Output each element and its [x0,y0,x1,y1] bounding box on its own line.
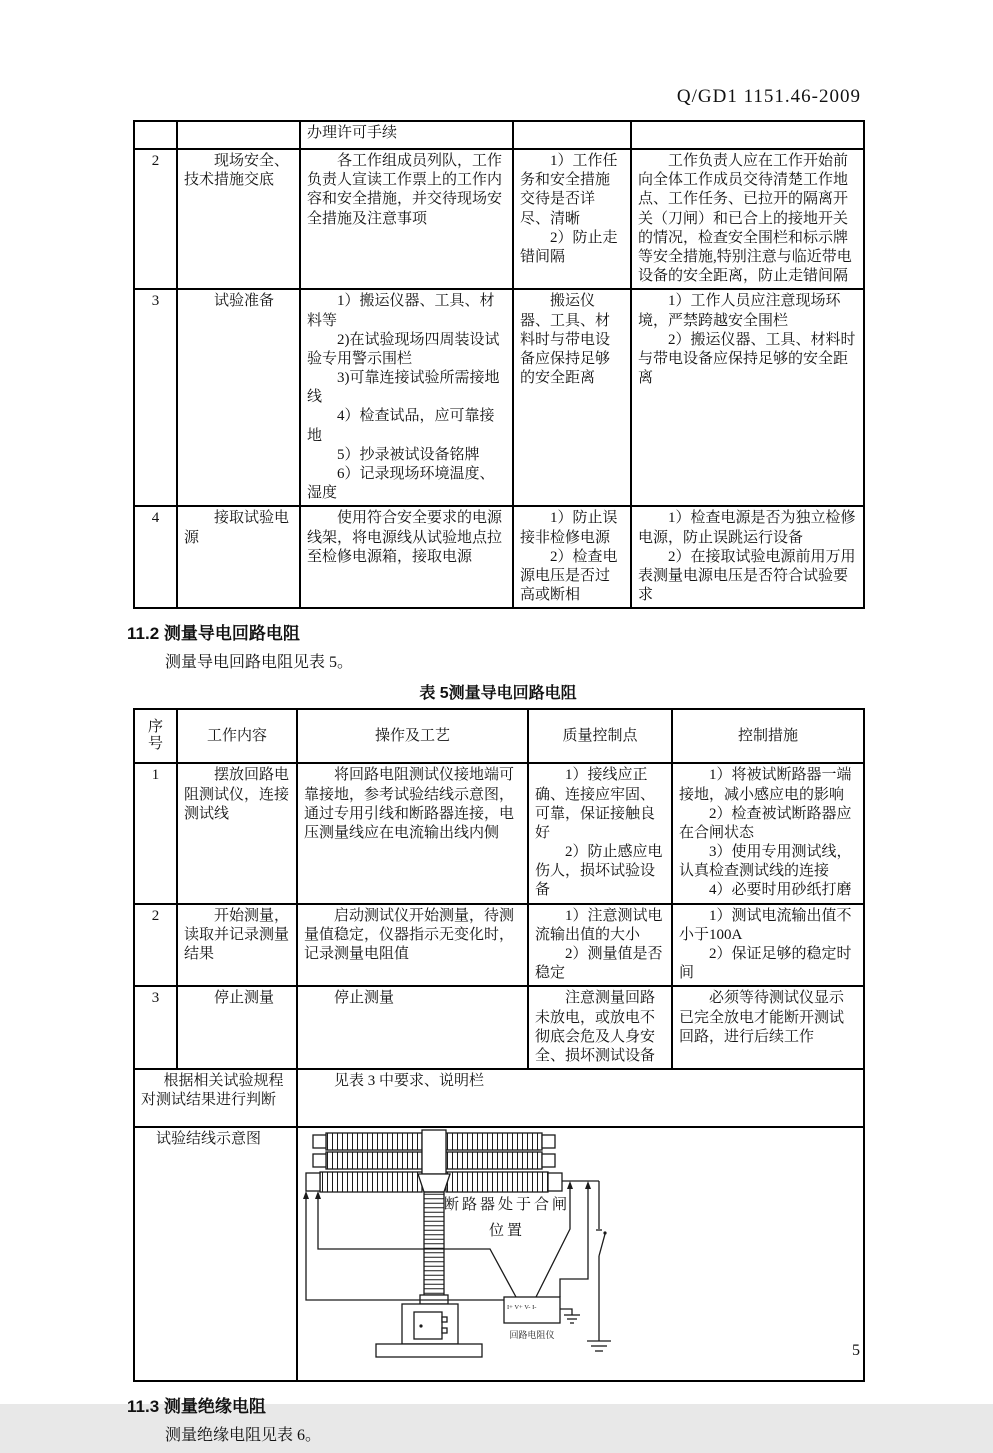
cell-control-measures [672,904,864,987]
judgement-row [134,1069,864,1127]
cell-paragraph: 1）工作任务和安全措施交待是否详尽、清晰 [520,153,618,227]
cell-paragraph: 1）注意测试电流输出值的大小 [535,907,663,943]
standard-code: Q/GD1 1151.46-2009 [676,86,861,107]
cell-quality-points [528,763,672,903]
cell-text: 办理许可手续 [307,125,398,141]
cell-serial: 4 [134,506,177,608]
cell-paragraph: 1）测试电流输出值不小于100A [679,907,852,943]
cell-quality-points [513,149,631,289]
breaker-state-label: 断路器处于合闸位置 [443,1197,570,1240]
mechanism-door-icon [414,1312,442,1339]
cell-paragraph: 2）防止走错间隔 [520,229,618,265]
cell-text: 见表 3 中要求、说明栏 [334,1073,485,1090]
cell-paragraph: 1）接线应正确、连接应牢固、可靠，保证接触良好 [535,767,656,841]
table-row-partial [134,121,864,149]
cell-control-measures [631,149,864,289]
table-row [134,763,864,903]
cell-process [300,506,513,608]
diagram-cell [297,1127,864,1381]
cell-paragraph: 2）保证足够的稳定时间 [679,946,852,982]
ground-symbol-main-icon [587,1341,611,1351]
support-insulator-icon [424,1192,444,1295]
cell-empty [177,121,300,149]
page-number: 5 [852,1342,860,1359]
cell-paragraph: 1）搬运仪器、工具、材料等 [307,293,495,329]
cell-paragraph: 启动测试仪开始测量，待测量值稳定，仪器指示无变化时，记录测量电阻值 [304,907,515,962]
cell-paragraph: 2）搬运仪器、工具、材料时与带电设备应保持足够的安全距离 [638,331,856,387]
center-housing-icon [422,1130,446,1174]
diagram-row [134,1127,864,1381]
header-serial: 序号 [134,709,177,763]
test-wiring-diagram [300,1129,865,1379]
cell-empty [513,121,631,149]
table-row [134,149,864,289]
table-row [134,289,864,506]
cell-paragraph: 3）使用专用测试线，认真检查测试线的连接 [679,844,852,880]
cell-paragraph: 2）测量值是否稳定 [535,946,663,982]
cell-paragraph: 停止测量 [334,990,395,1007]
header-control-measures: 控制措施 [672,709,864,763]
table-row [134,904,864,987]
cell-paragraph: 2）防止感应电伤人，损坏试验设备 [535,844,663,899]
cell-paragraph: 1）工作人员应注意现场环境，严禁跨越安全围栏 [638,293,841,329]
cell-process [300,289,513,506]
cell-paragraph: 1）防止误接非检修电源 [520,510,618,546]
cell-work-content: 摆放回路电阻测试仪，连接测试线 [177,763,297,903]
table-4-continuation [133,120,865,609]
cell-quality-points [528,904,672,987]
page-content [127,86,863,1453]
table-row [134,986,864,1069]
header-work-content: 工作内容 [177,709,297,763]
cell-work-content: 停止测量 [177,986,297,1069]
cell-paragraph: 3)可靠连接试验所需接地线 [307,370,500,406]
diagram-label: 试验结线示意图 [134,1127,297,1381]
cell-serial: 2 [134,149,177,289]
section-11-2-heading: 11.2 测量导电回路电阻 [127,624,300,644]
meter-terminal-labels: I+ V+ V- I- [507,1304,537,1312]
cell-serial: 3 [134,986,177,1069]
cell-work-content: 接取试验电源 [177,506,300,608]
cell-paragraph: 4）必要时用砂纸打磨 [709,882,852,899]
judgement-label: 根据相关试验规程对测试结果进行判断 [134,1069,297,1127]
cell-work-content: 开始测量，读取并记录测量结果 [177,904,297,987]
base-plate-icon [376,1344,482,1357]
header-process: 操作及工艺 [297,709,528,763]
table-header-row [134,709,864,763]
cell-serial: 1 [134,763,177,903]
ground-symbol-meter-icon [560,1309,580,1323]
cell-paragraph: 必须等待测试仪显示已完全放电才能断开测试回路，进行后续工作 [679,990,845,1045]
cell-process [297,986,528,1069]
section-11-3-heading: 11.3 测量绝缘电阻 [127,1397,266,1417]
cell-paragraph: 使用符合安全要求的电源线架，将电源线从试验地点拉至检修电源箱，接取电源 [307,510,503,565]
cell-serial: 2 [134,904,177,987]
cell-work-content: 现场安全、技术措施交底 [177,149,300,289]
cell-process [297,763,528,903]
right-interrupter-icon [446,1133,562,1192]
cell-paragraph: 5）抄录被试设备铭牌 [337,446,480,463]
cell-quality-points [513,289,631,506]
cell-paragraph: 工作负责人应在工作开始前向全体工作成员交待清楚工作地点、工作任务、已拉开的隔离开关（刀闸）和已合上的接地开关的情况，检查安全围栏和标示牌等安全措施,特别注意与临近带电设备的安全距离，防止走错间隔 [638,153,852,285]
cell-paragraph: 2）检查被试断路器应在合闸状态 [679,805,852,841]
cell-paragraph: 搬运仪器、工具、材料时与带电设备应保持足够的安全距离 [520,293,611,387]
cell-control-measures [672,986,864,1069]
meter-label: 回路电阻仪 [509,1330,555,1341]
cell-paragraph: 将回路电阻测试仪接地端可靠接地，参考试验结线示意图，通过专用引线和断路器连接，电压测量线应在电流输出线内侧 [304,767,515,841]
cell-paragraph: 6）记录现场环境温度、湿度 [307,466,495,502]
cell-quality-points [528,986,672,1069]
cell-paragraph: 1）检查电源是否为独立检修电源，防止误跳运行设备 [638,510,856,546]
cell-control-measures [672,763,864,903]
cell-empty [631,121,864,149]
cell-quality-points [513,506,631,608]
disconnector-switch-icon [596,1181,607,1341]
cell-paragraph: 各工作组成员列队，工作负责人宣读工作票上的工作内容和安全措施，并交待现场安全措施及注意事项 [307,153,503,227]
cell-paragraph: 4）检查试品，应可靠接地 [307,408,495,444]
cell-paragraph: 注意测量回路未放电，或放电不彻底会危及人身安全、损坏测试设备 [535,990,656,1064]
cell-process [297,904,528,987]
cell-paragraph: 1）将被试断路器一端接地，减小感应电的影响 [679,767,852,803]
table-row [134,506,864,608]
table-5-caption: 表 5测量导电回路电阻 [419,685,577,703]
cell-process [300,121,513,149]
cell-serial: 3 [134,289,177,506]
cell-control-measures [631,506,864,608]
cell-control-measures [631,289,864,506]
cell-work-content: 试验准备 [177,289,300,506]
header-quality-points: 质量控制点 [528,709,672,763]
table-5 [133,708,865,1382]
cell-paragraph: 2)在试验现场四周装设试验专用警示围栏 [307,331,500,367]
cell-paragraph: 2）检查电源电压是否过高或断相 [520,548,618,604]
judgement-value [297,1069,864,1127]
cell-empty [134,121,177,149]
cell-paragraph: 2）在接取试验电源前用万用表测量电源电压是否符合试验要求 [638,548,856,604]
cell-process [300,149,513,289]
section-11-3-intro: 测量绝缘电阻见表 6。 [165,1427,322,1445]
left-interrupter-icon [306,1133,422,1192]
section-11-2-intro: 测量导电回路电阻见表 5。 [165,654,354,672]
